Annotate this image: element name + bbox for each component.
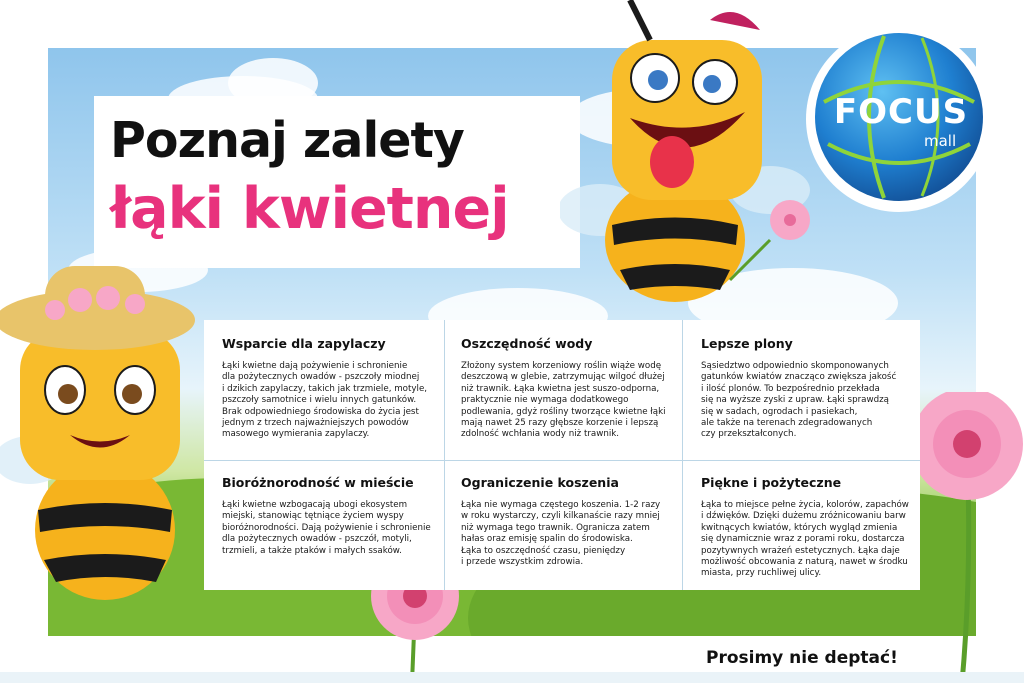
logo-wordmark: FOCUS <box>833 92 969 132</box>
bee-mascot-hat-illustration <box>0 260 215 630</box>
benefit-heading: Bioróżnorodność w mieście <box>222 475 414 490</box>
benefit-body: Łąki kwietne wzbogacają ubogi ekosystem miejski, stanowiąc tętniące życiem wyspy bioróżnorodności. Dają pożywienie i schronienie dla pożytecznych owadów - pszczół, motyli, trzmieli, a także ptaków i małych ssaków. <box>222 500 431 556</box>
benefit-card <box>461 336 681 441</box>
page-title: Poznaj zalety <box>110 112 464 169</box>
title-box <box>94 96 580 268</box>
benefit-card <box>222 475 442 557</box>
benefit-heading: Lepsze plony <box>701 336 793 351</box>
benefit-body: Łąki kwietne dają pożywienie i schronienie dla pożytecznych owadów - pszczoły miodnej i dzikich zapylaczy, takich jak trzmiele, motyle, pszczoły samotnice i wielu innych gatunków. Brak odpowiedniego środowiska do życia jest jednym z trzech najważniejszych powodów masowego wymierania zapylaczy. <box>222 361 428 440</box>
footer-notice: Prosimy nie deptać! <box>706 648 898 668</box>
benefit-heading: Piękne i pożyteczne <box>701 475 842 490</box>
benefit-card <box>461 475 681 568</box>
benefit-card <box>222 336 442 441</box>
benefit-body: Łąka to miejsce pełne życia, kolorów, zapachów i dźwięków. Dzięki dużemu zróżnicowaniu barw kwitnących kwiatów, których wygląd zmienia się dynamicznie wraz z porami roku, dostarcza pozytywnych wrażeń estetycznych. Łąka daje możliwość obcowania z naturą, nawet w środku miasta, przy ruchliwej ulicy. <box>701 500 909 579</box>
bottom-strip <box>0 672 1024 683</box>
benefit-heading: Oszczędność wody <box>461 336 593 351</box>
page-subtitle: łąki kwietnej <box>110 176 509 242</box>
logo-subtext: mall <box>924 132 957 150</box>
benefit-card <box>701 475 921 580</box>
benefits-panel <box>204 320 920 590</box>
benefit-heading: Wsparcie dla zapylaczy <box>222 336 386 351</box>
benefit-heading: Ograniczenie koszenia <box>461 475 619 490</box>
bee-mascot-tongue-illustration <box>560 0 810 330</box>
benefit-card <box>701 336 921 441</box>
benefit-body: Sąsiedztwo odpowiednio skomponowanych gatunków kwiatów znacząco zwiększa jakość i ilość plonów. To bezpośrednio przekłada się na wyższe zyski z upraw. Łąki sprawdzą się w sadach, ogrodach i pasiekach, ale także na terenach zdegradowanych czy przekształconych. <box>701 361 897 440</box>
benefit-body: Złożony system korzeniowy roślin wiąże wodę deszczową w glebie, zatrzymując wilgoć dłużej niż trawnik. Łąka kwietna jest suszo-odporna, praktycznie nie wymaga dodatkowego podlewania, gdyż rośliny tworzące kwietne łąki mają nawet 25 razy głębsze korzenie i lepszą zdolność wchłania wody niż trawnik. <box>461 361 666 440</box>
benefit-body: Łąka nie wymaga częstego koszenia. 1-2 razy w roku wystarczy, czyli kilkanaście razy mniej niż wymaga tego trawnik. Ogranicza zatem hałas oraz emisję spalin do środowiska. Łąka to oszczędność czasu, pieniędzy i przede wszystkim zdrowia. <box>461 500 661 568</box>
